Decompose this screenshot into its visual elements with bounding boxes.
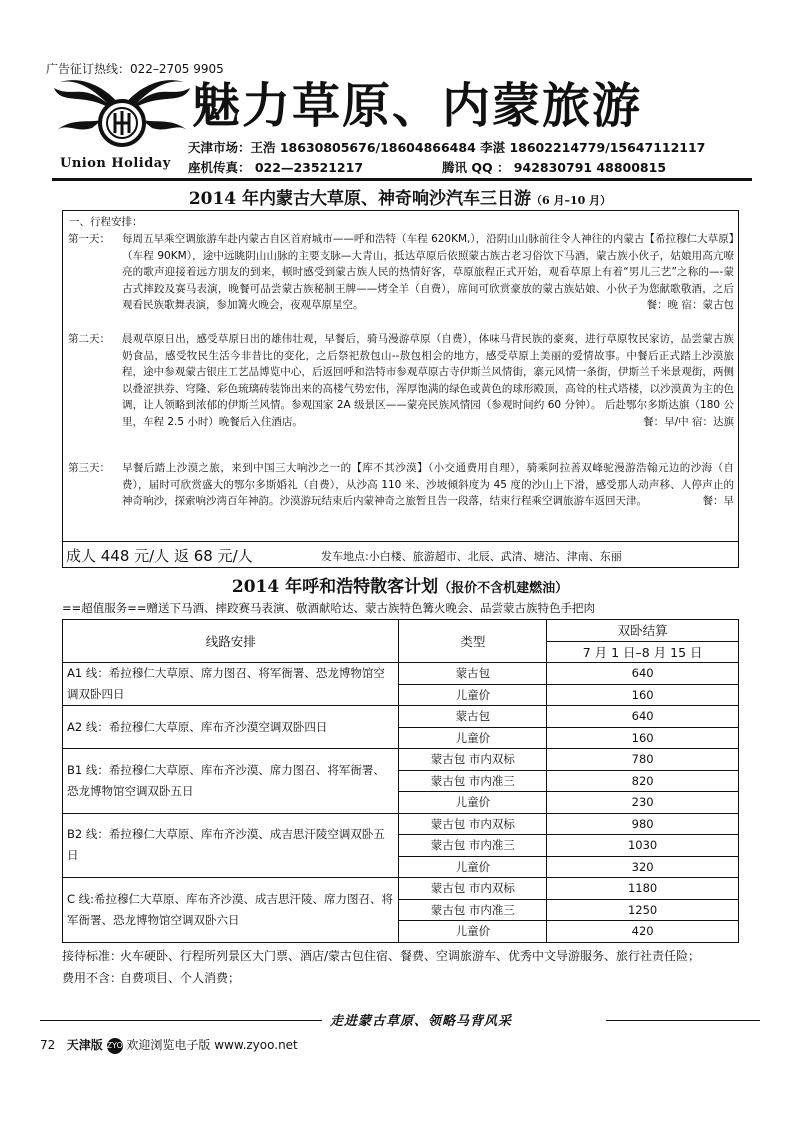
type-cell: 蒙古包 市内准三	[399, 899, 547, 921]
price-cell: 230	[547, 792, 739, 814]
header	[52, 74, 752, 178]
table-row	[63, 663, 739, 685]
price-cell: 320	[547, 856, 739, 878]
price-cell: 640	[547, 706, 739, 728]
included-text: 火车硬卧、行程所列景区大门票、酒店/蒙古包住宿、餐费、空调旅游车、优秀中文导游服务、旅行社责任险；	[120, 949, 701, 963]
price-cell: 820	[547, 770, 739, 792]
header-divider	[52, 178, 752, 181]
type-cell: 蒙古包	[399, 663, 547, 685]
price-cell: 640	[547, 663, 739, 685]
type-cell: 儿童价	[399, 856, 547, 878]
price-cell: 1180	[547, 878, 739, 900]
type-cell: 蒙古包 市内双标	[399, 813, 547, 835]
page-title: 魅力草原、内蒙旅游	[192, 78, 643, 134]
day-label: 第三天：	[68, 462, 110, 474]
route-c: C 线:希拉穆仁大草原、库布齐沙漠、成吉思汗陵、席力图召、将军衙署、恐龙博物馆空调双卧六日	[63, 878, 399, 943]
route-a1: A1 线：希拉穆仁大草原、席力图召、将军衙署、恐龙博物馆空调双卧四日	[63, 663, 399, 706]
day-label: 第一天：	[68, 233, 110, 245]
type-cell: 蒙古包 市内准三	[399, 835, 547, 857]
day-text: 晨观草原日出，感受草原日出的雄伟壮观，早餐后，骑马漫游草原（自费），体味马背民族的豪爽，进行草原牧民家访，品尝蒙古族奶食品，感受牧民生活今非昔比的变化，之后祭祀敖包山--敖包相会的地方，感受草原上美丽的爱情故事。中餐后正式踏上沙漠旅程，途中参观蒙古银庄工艺品博览中心，后返回呼和浩特市参观草原古寺伊斯兰风情街，寨元风情一条街，伊斯兰千米景观街，两侧以叠涩拱券、穹隆、彩色琉璃砖装饰出来的高楼气势宏伟，浑厚饱满的绿色或黄色的球形殿顶，高耸的柱式塔楼，以沙漠黄为主的色调，让人领略到浓郁的伊斯兰风情。参观国家 2A 级景区——蒙亮民族风情园（参观时间约 60 分钟）。 后赴鄂尔多斯达旗（180 公里，车程 2.5 小时）晚餐后入住酒店。	[122, 333, 734, 428]
itinerary-day-2	[68, 331, 734, 431]
included-row	[62, 946, 742, 968]
type-cell: 蒙古包 市内双标	[399, 749, 547, 771]
route-price-table	[62, 619, 739, 943]
price-cell: 1250	[547, 899, 739, 921]
divider-right	[606, 1020, 760, 1021]
tour2-title	[0, 572, 800, 597]
price-cell: 160	[547, 684, 739, 706]
day-label: 第二天：	[68, 333, 110, 345]
tour1-season: （6 月–10 月）	[531, 194, 612, 207]
type-cell: 蒙古包 市内双标	[399, 878, 547, 900]
type-cell: 儿童价	[399, 792, 547, 814]
departure-points: 发车地点:小白楼、旅游超市、北辰、武清、塘沽、津南、东丽	[321, 550, 622, 563]
table-header-row	[63, 620, 739, 642]
day-meal: 餐：晚 宿：蒙古包	[646, 299, 734, 312]
price-cell: 980	[547, 813, 739, 835]
tour2-title-text: 2014 年呼和浩特散客计划	[231, 577, 439, 597]
slogan: 走进蒙古草原、领略马背风采	[330, 1014, 513, 1029]
type-cell: 儿童价	[399, 921, 547, 943]
header-price: 双卧结算	[547, 620, 739, 642]
day-meal: 餐：早/中 宿：达旗	[643, 415, 734, 428]
table-row	[63, 749, 739, 771]
zyoo-badge-icon: ZYOO	[107, 1038, 123, 1054]
service-standards	[62, 946, 742, 989]
table-row	[63, 706, 739, 728]
contact-fax-qq	[188, 158, 667, 176]
route-b1: B1 线：希拉穆仁大草原、库布齐沙漠、席力图召、将军衙署、恐龙博物馆空调双卧五日	[63, 749, 399, 814]
price-cell: 160	[547, 727, 739, 749]
contact-phones: 天津市场：王浩 18630805676/18604866484 李湛 18602214779/15647112117	[188, 140, 706, 155]
page-footer	[40, 1036, 298, 1054]
footer-website[interactable]: 欢迎浏览电子版 www.zyoo.net	[126, 1038, 298, 1052]
route-b2: B2 线：希拉穆仁大草原、库布齐沙漠、成吉思汗陵空调双卧五日	[63, 813, 399, 878]
page-number: 72	[40, 1038, 56, 1052]
tour1-title	[0, 184, 800, 209]
type-cell: 蒙古包	[399, 706, 547, 728]
price-cell: 420	[547, 921, 739, 943]
union-holiday-logo	[52, 78, 192, 158]
price-cell: 780	[547, 749, 739, 771]
type-cell: 儿童价	[399, 684, 547, 706]
day-meal: 餐：早	[702, 495, 734, 508]
included-label: 接待标准：	[62, 949, 123, 963]
slogan-band	[40, 1010, 760, 1030]
divider-left	[40, 1020, 322, 1021]
route-a2: A2 线：希拉穆仁大草原、库布齐沙漠空调双卧四日	[63, 706, 399, 749]
price-bar	[63, 541, 738, 567]
value-services: ==超值服务==赠送下马酒、摔跤赛马表演、敬酒献哈达、蒙古族特色篝火晚会、品尝蒙古族特色手把肉	[62, 601, 596, 615]
header-type: 类型	[399, 620, 547, 663]
itinerary-day-1	[68, 231, 734, 314]
edition-label: 天津版	[66, 1038, 103, 1052]
qq-numbers: 腾讯 QQ ： 942830791 48800815	[442, 160, 667, 175]
tour2-subtitle: （报价不含机建燃油）	[438, 581, 569, 596]
itinerary-day-3	[68, 460, 734, 510]
excluded-row	[62, 968, 742, 990]
ad-hotline: 广告征订热线：022–2705 9905	[46, 62, 224, 76]
header-route: 线路安排	[63, 620, 399, 663]
price-cell: 1030	[547, 835, 739, 857]
type-cell: 儿童价	[399, 727, 547, 749]
excluded-label: 费用不含：	[62, 970, 123, 985]
header-period: 7 月 1 日–8 月 15 日	[547, 641, 739, 663]
day-text: 早餐后踏上沙漠之旅，来到中国三大响沙之一的【库不其沙漠】（小交通费用自理），骑乘阿拉善双峰驼漫游浩翰元边的沙海（自费），届时可欣赏盛大的鄂尔多斯婚礼（自费），从沙高 110 米、沙坡倾斜度为 45 度的沙山上下滑，感受那人动声移、人停声止的神奇响沙，探索响沙湾百年神韵。沙漠游玩结束后内蒙神奇之旅暂且告一段落，结束行程乘空调旅游车返回天津。	[122, 462, 734, 508]
day-text: 每周五早乘空调旅游车赴内蒙古自区首府城市——呼和浩特（车程 620KM,），沿阴山山脉前往令人神往的内蒙古【希拉穆仁大草原】（车程 90KM），途中远眺阴山山脉的主要支脉—大青山，抵达草原后依照蒙古族古老习俗饮下马酒，蒙古族小伙子，姑娘用高亢嘹亮的歌声迎接着远方朋友的到来，顿时感受到蒙古族人民的热情好客，草原旅程正式开始，观看草原上有着“男儿三艺”之称的—-蒙古式摔跤及赛马表演，晚餐可品尝蒙古族秘制王牌——烤全羊（自费），席间可欣赏豪放的蒙古族姑娘、小伙子为您献歌敬酒，之后观看民族歌舞表演，参加篝火晚会，夜观草原星空。	[122, 233, 734, 312]
tour1-title-text: 2014 年内蒙古大草原、神奇响沙汽车三日游	[188, 189, 532, 209]
itinerary-box	[62, 210, 739, 568]
brand-name: Union Holiday	[60, 156, 171, 171]
table-row	[63, 878, 739, 900]
table-row	[63, 813, 739, 835]
fax-number: 座机传真： 022—23521217	[188, 160, 364, 175]
adult-price: 成人 448 元/人 返 68 元/人	[66, 547, 253, 565]
excluded-text: 自费项目、个人消费；	[120, 970, 241, 985]
itinerary-heading: 一、行程安排：	[69, 216, 143, 228]
type-cell: 蒙古包 市内准三	[399, 770, 547, 792]
